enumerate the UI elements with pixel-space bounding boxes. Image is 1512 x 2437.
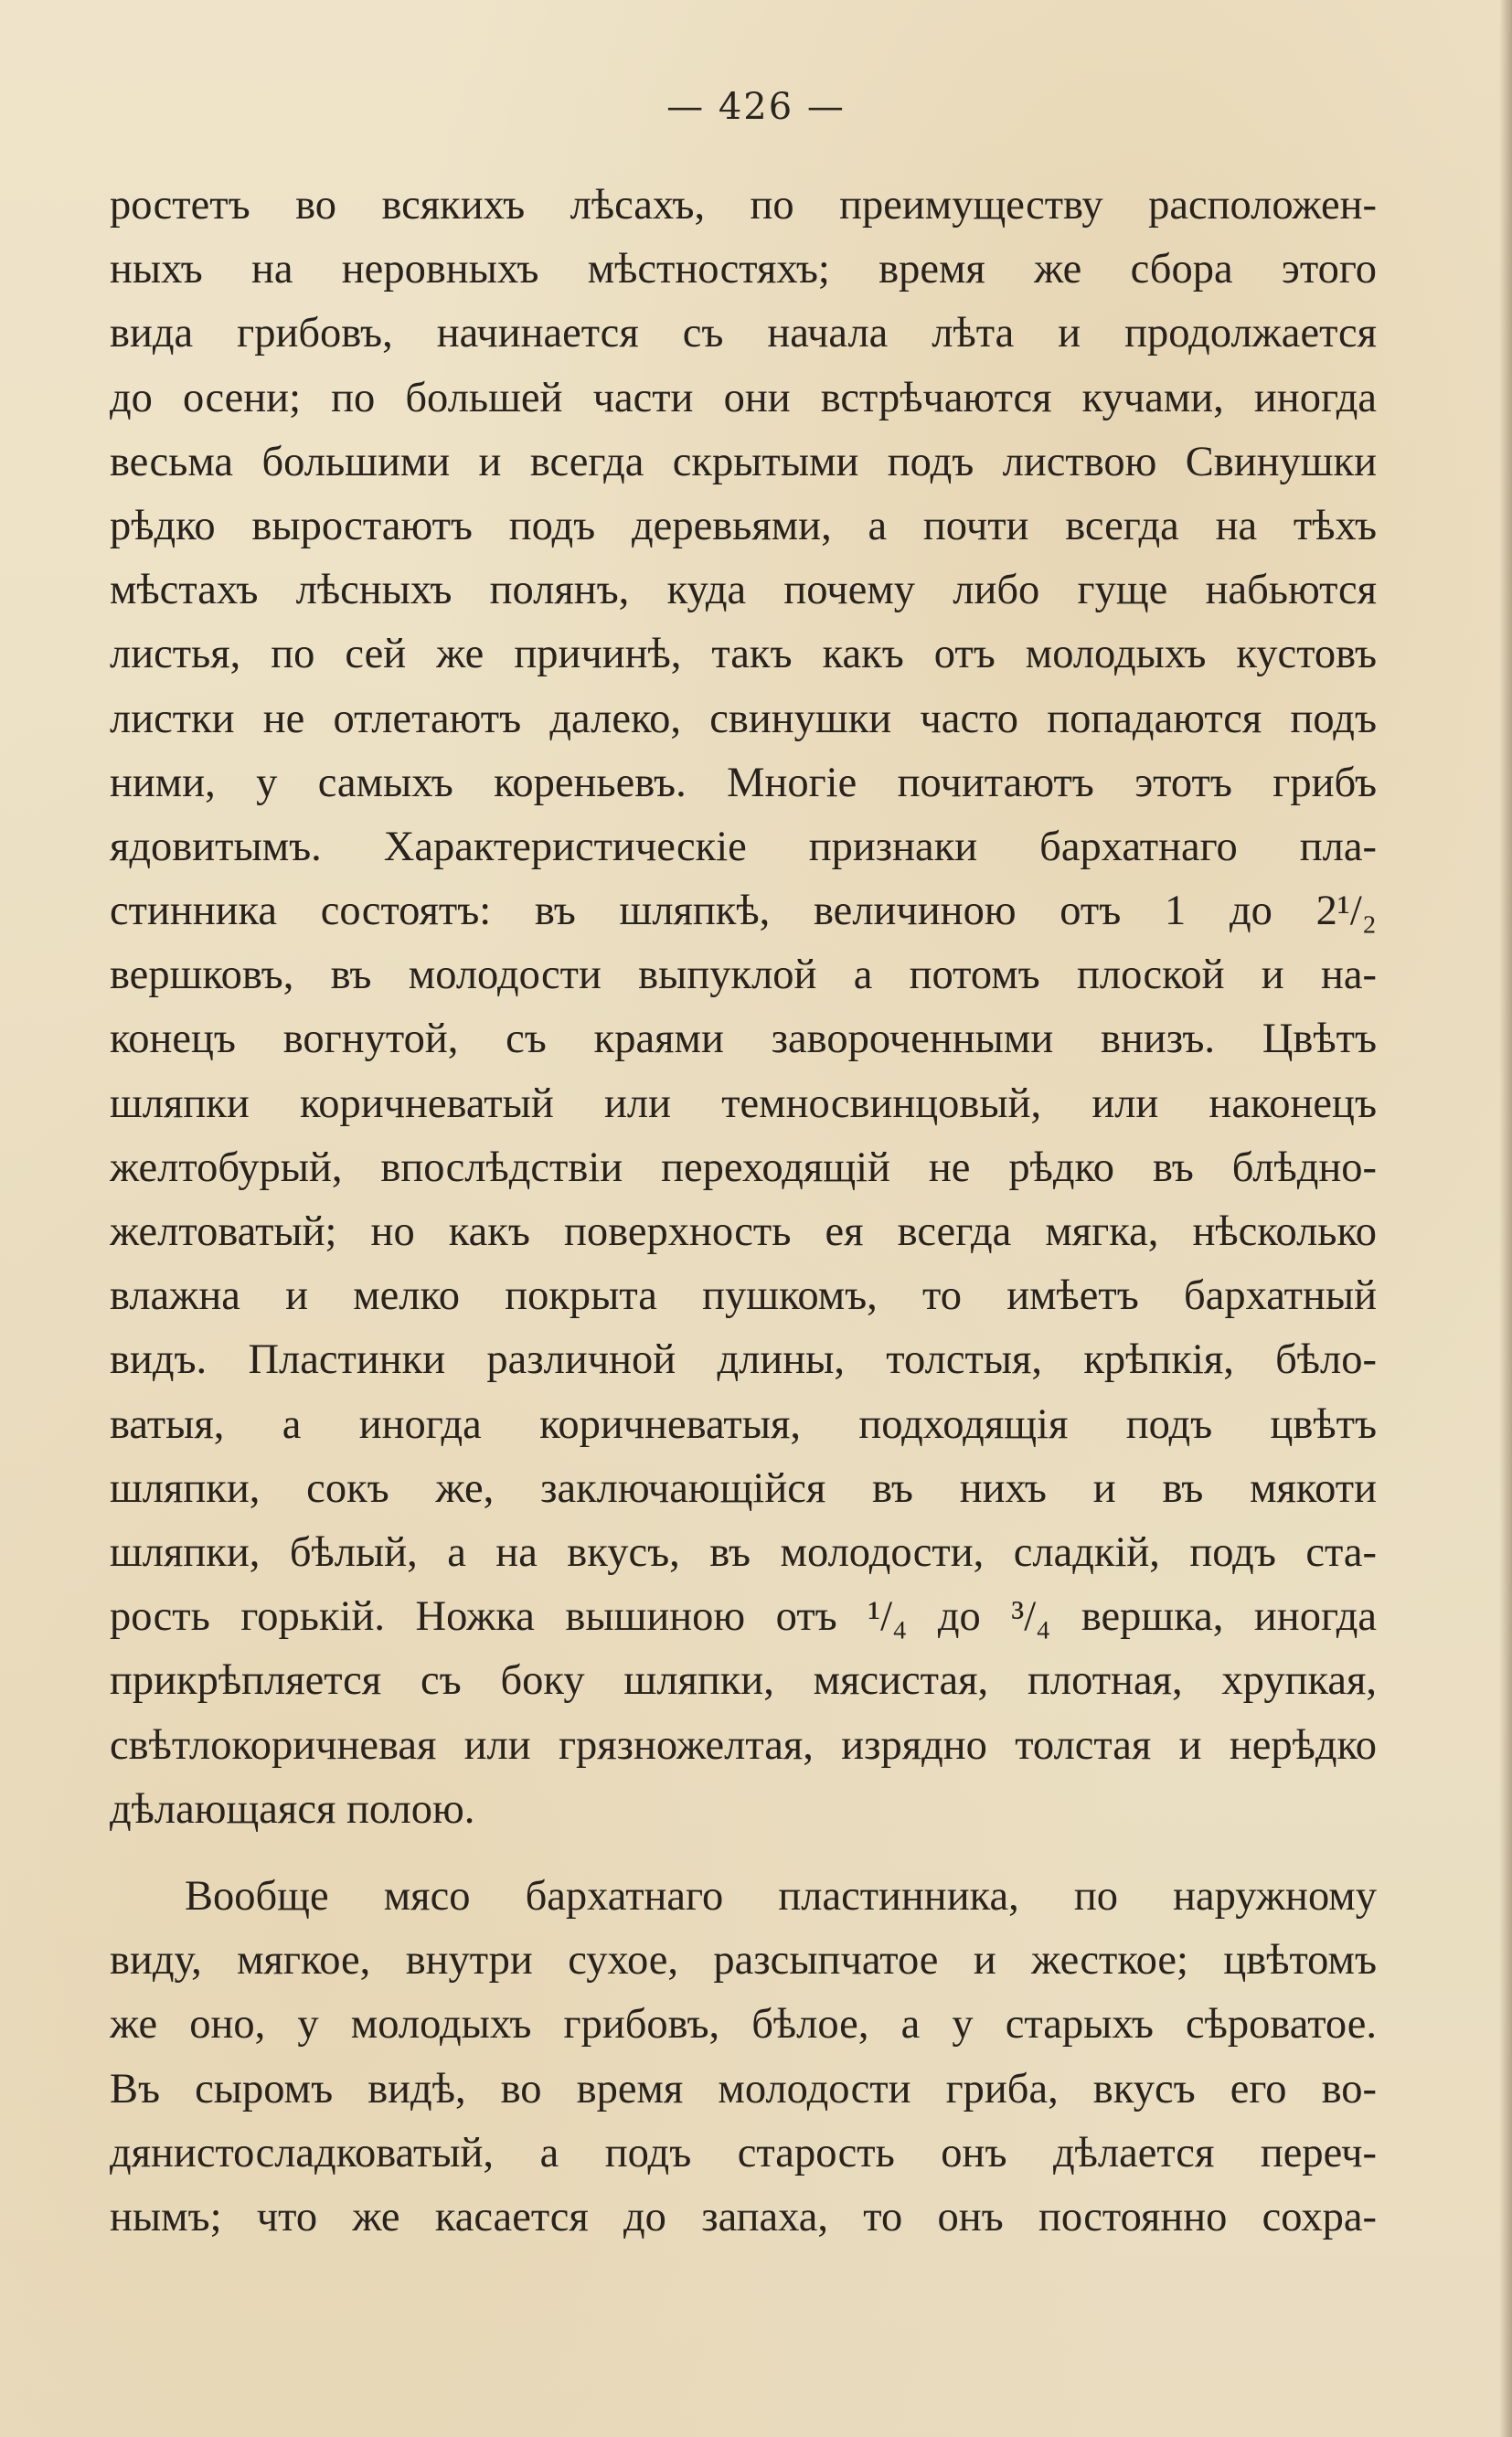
text-line: ныхъ на неровныхъ мѣстностяхъ; время же сбора этого: [110, 246, 1377, 293]
text-line: до осени; по большей части они встрѣчаются кучами, иногда: [110, 374, 1377, 421]
text-line-last: дѣлающаяся полою.: [110, 1785, 475, 1833]
page-number: — 426 —: [666, 86, 846, 128]
text-line: дянистосладковатый, а подъ старость онъ дѣлается переч-: [110, 2129, 1377, 2176]
paragraph-2: [110, 1865, 1377, 2250]
text-line: листки не отлетаютъ далеко, свинушки часто попадаются подъ: [110, 695, 1377, 742]
text-line: нымъ; что же касается до запаха, то онъ постоянно сохра-: [110, 2193, 1377, 2240]
text-line: шляпки коричневатый или темносвинцовый, или наконецъ: [110, 1080, 1377, 1127]
text-line: шляпки, сокъ же, заключающійся въ нихъ и въ мякоти: [110, 1464, 1377, 1512]
text-line-indented: Вообще мясо бархатнаго пластинника, по наружному: [185, 1873, 1377, 1920]
text-line: рость горькій. Ножка вышиною отъ ¹/₄ до ³/₄ вершка, иногда: [110, 1593, 1377, 1641]
text-line: мѣстахъ лѣсныхъ полянъ, куда почему либо гуще набьются: [110, 567, 1377, 614]
text-line: видъ. Пластинки различной длины, толстыя, крѣпкія, бѣло-: [110, 1336, 1377, 1384]
text-line: шляпки, бѣлый, а на вкусъ, въ молодости, сладкій, подъ ста-: [110, 1528, 1377, 1576]
text-line: желтоватый; но какъ поверхность ея всегда мягка, нѣсколько: [110, 1208, 1377, 1255]
text-line: ватыя, а иногда коричневатыя, подходящія подъ цвѣтъ: [110, 1400, 1377, 1448]
text-line: ними, у самыхъ кореньевъ. Многіе почитаютъ этотъ грибъ: [110, 759, 1377, 806]
text-line: весьма большими и всегда скрытыми подъ листвою Свинушки: [110, 438, 1377, 485]
text-line: ядовитымъ. Характеристическіе признаки бархатнаго пла-: [110, 823, 1377, 870]
text-line: вида грибовъ, начинается съ начала лѣта и продолжается: [110, 310, 1377, 357]
text-line: ростетъ во всякихъ лѣсахъ, по преимуществу расположен-: [110, 182, 1377, 229]
text-line: же оно, у молодыхъ грибовъ, бѣлое, а у старыхъ сѣроватое.: [110, 2001, 1377, 2049]
text-line: виду, мягкое, внутри сухое, разсыпчатое и жесткое; цвѣтомъ: [110, 1937, 1377, 1985]
text-line: Въ сыромъ видѣ, во время молодости гриба, вкусъ его во-: [110, 2065, 1377, 2112]
text-line: свѣтлокоричневая или грязножелтая, изрядно толстая и нерѣдко: [110, 1721, 1377, 1769]
text-line: конецъ вогнутой, съ краями завороченными внизъ. Цвѣтъ: [110, 1016, 1377, 1063]
text-line: стинника состоятъ: въ шляпкѣ, величиною отъ 1 до 2¹/₂: [110, 888, 1377, 935]
text-line: листья, по сей же причинѣ, такъ какъ отъ молодыхъ кустовъ: [110, 631, 1377, 678]
text-line: прикрѣпляется съ боку шляпки, мясистая, плотная, хрупкая,: [110, 1657, 1377, 1705]
text-line: вершковъ, въ молодости выпуклой а потомъ плоской и на-: [110, 952, 1377, 999]
text-line: желтобурый, впослѣдствіи переходящій не рѣдко въ блѣдно-: [110, 1144, 1377, 1191]
paragraph-1: [110, 174, 1377, 1842]
text-line: влажна и мелко покрыта пушкомъ, то имѣетъ бархатный: [110, 1272, 1377, 1320]
text-line: рѣдко выростаютъ подъ деревьями, а почти всегда на тѣхъ: [110, 502, 1377, 549]
page-edge-shadow: [1499, 0, 1512, 2437]
